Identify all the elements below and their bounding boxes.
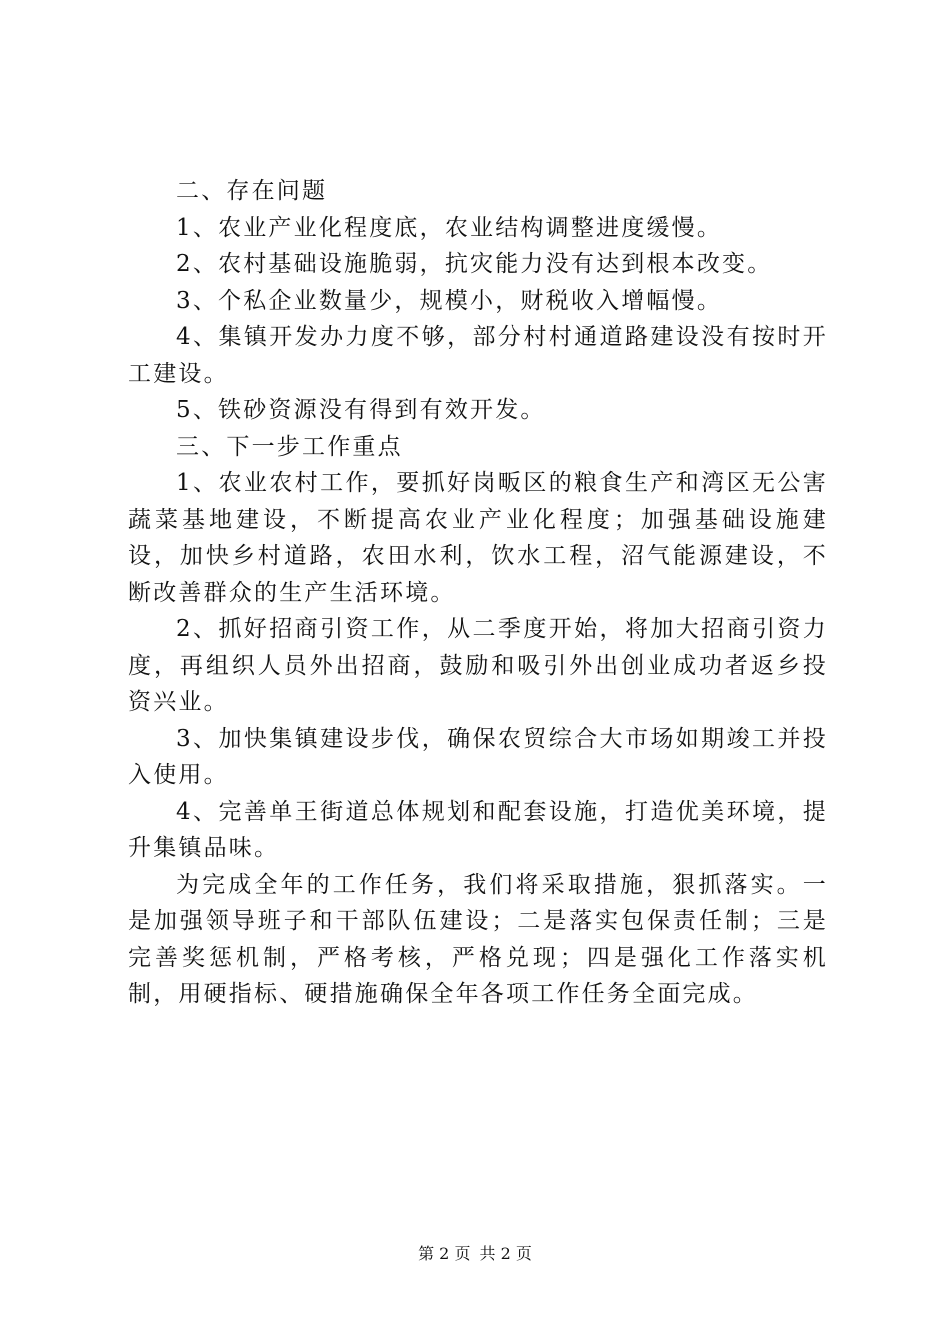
problem-item-4: 4、集镇开发办力度不够，部分村村通道路建设没有按时开工建设。 (128, 324, 828, 387)
problem-item-3: 3、个私企业数量少，规模小，财税收入增幅慢。 (176, 287, 723, 314)
page-number: 第 2 页 (418, 1244, 471, 1263)
next-step-item-4: 4、完善单王街道总体规划和配套设施，打造优美环境，提升集镇品味。 (128, 798, 828, 861)
next-step-item-1: 1、农业农村工作，要抓好岗畈区的粮食生产和湾区无公害蔬菜基地建设，不断提高农业产业化程度；加强基础设施建设，加快乡村道路，农田水利，饮水工程，沼气能源建设，不断改善群众的生产生活环境。 (128, 470, 828, 606)
next-step-item-3: 3、加快集镇建设步伐，确保农贸综合大市场如期竣工并投入使用。 (128, 725, 828, 788)
document-body (128, 173, 828, 1013)
page-footer (0, 1244, 950, 1264)
problem-item-1: 1、农业产业化程度底，农业结构调整进度缓慢。 (176, 214, 723, 241)
section-heading-problems: 二、存在问题 (176, 178, 328, 204)
problem-item-5: 5、铁砂资源没有得到有效开发。 (176, 397, 546, 423)
next-step-item-2: 2、抓好招商引资工作，从二季度开始，将加大招商引资力度，再组织人员外出招商，鼓励和吸引外出创业成功者返乡投资兴业。 (128, 616, 828, 715)
page-total: 共 2 页 (479, 1244, 532, 1263)
closing-paragraph: 为完成全年的工作任务，我们将采取措施，狠抓落实。一是加强领导班子和干部队伍建设；二是落实包保责任制；三是完善奖惩机制，严格考核，严格兑现；四是强化工作落实机制，用硬指标、硬措施确保全年各项工作任务全面完成。 (128, 871, 828, 1007)
section-heading-next-steps: 三、下一步工作重点 (176, 433, 403, 460)
problem-item-2: 2、农村基础设施脆弱，抗灾能力没有达到根本改变。 (176, 251, 773, 277)
